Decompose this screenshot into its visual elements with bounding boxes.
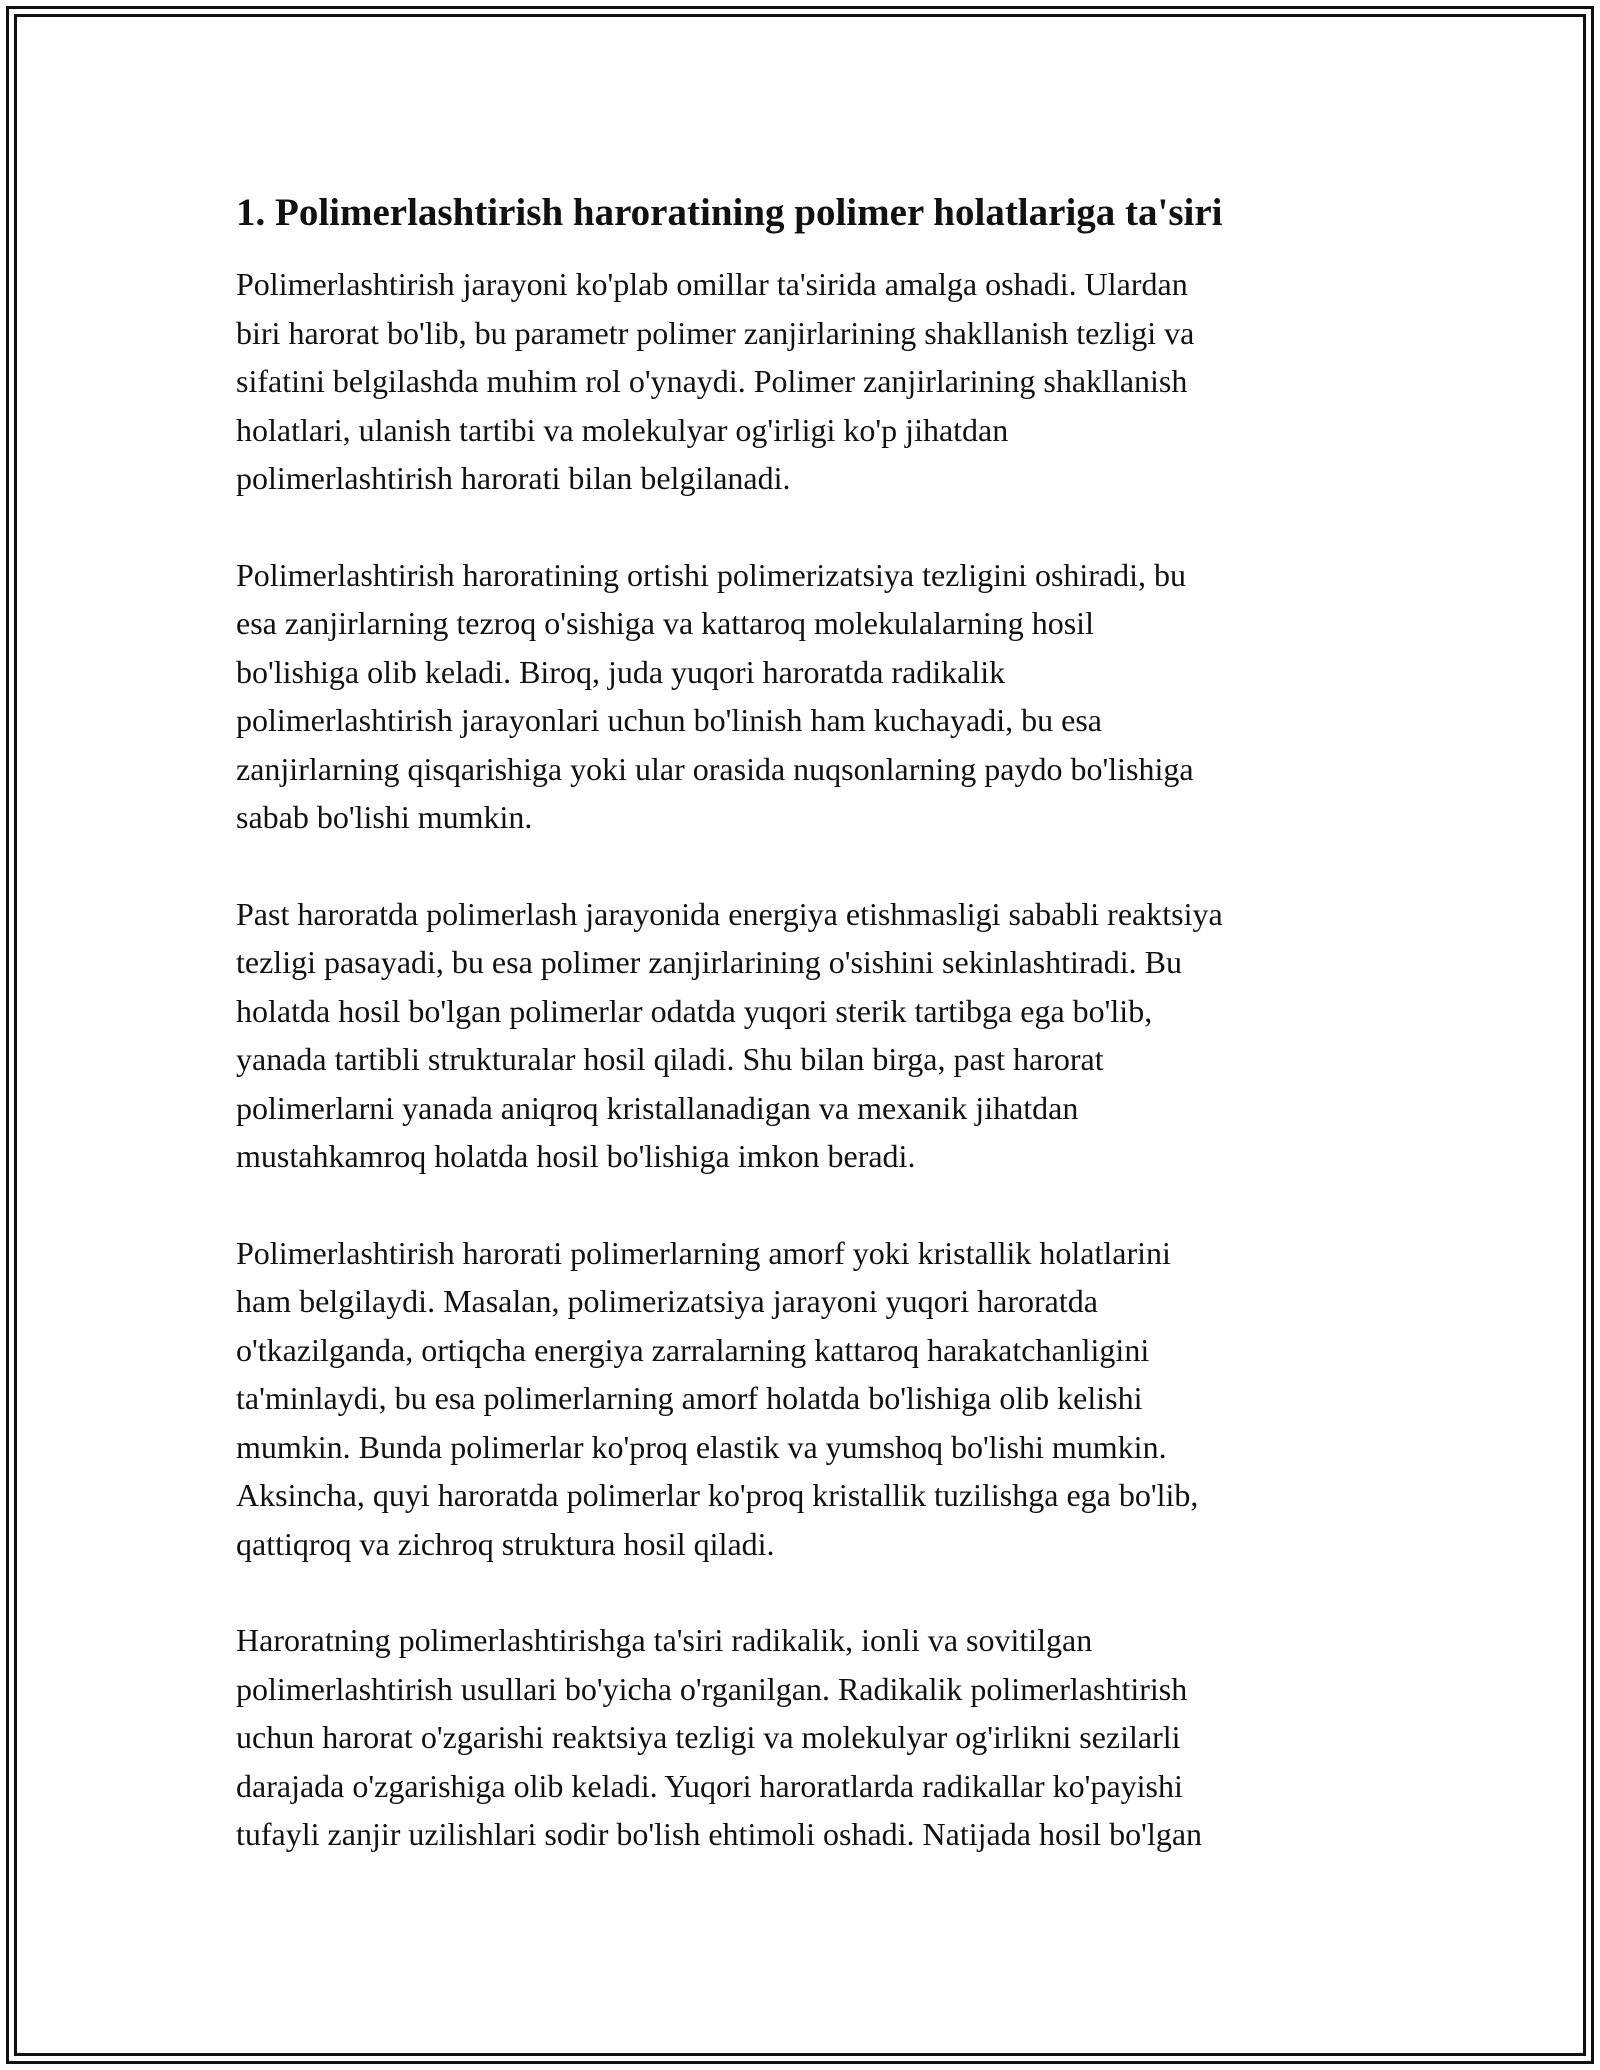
text-line: sabab bo'lishi mumkin. [236,799,533,835]
text-line: yanada tartibli strukturalar hosil qiladi. Shu bilan birga, past harorat [236,1041,1104,1077]
text-line: polimerlashtirish harorati bilan belgilanadi. [236,460,791,496]
paragraph-3 [236,890,1386,1181]
text-line: sifatini belgilashda muhim rol o'ynaydi. Polimer zanjirlarining shakllanish [236,363,1188,399]
text-line: Haroratning polimerlashtirishga ta'siri radikalik, ionli va sovitilgan [236,1622,1093,1658]
text-line: tezligi pasayadi, bu esa polimer zanjirlarining o'sishini sekinlashtiradi. Bu [236,944,1182,980]
paragraph-5 [236,1616,1386,1859]
text-line: tufayli zanjir uzilishlari sodir bo'lish ehtimoli oshadi. Natijada hosil bo'lgan [236,1816,1203,1852]
text-line: o'tkazilganda, ortiqcha energiya zarralarning kattaroq harakatchanligini [236,1331,1150,1368]
paragraph-1 [236,260,1386,503]
text-line: holatda hosil bo'lgan polimerlar odatda yuqori sterik tartibga ega bo'lib, [236,992,1153,1029]
text-line: Polimerlashtirish haroratining ortishi polimerizatsiya tezligini oshiradi, bu [236,556,1187,593]
document-body [236,186,1386,1907]
text-line: polimerlashtirish jarayonlari uchun bo'linish ham kuchayadi, bu esa [236,702,1102,738]
paragraph-2 [236,551,1386,842]
text-line: uchun harorat o'zgarishi reaktsiya tezligi va molekulyar og'irlikni sezilarli [236,1719,1181,1755]
text-line: esa zanjirlarning tezroq o'sishiga va kattaroq molekulalarning hosil [236,605,1094,641]
text-line: mumkin. Bunda polimerlar ko'proq elastik va yumshoq bo'lishi mumkin. [236,1428,1167,1465]
text-line: mustahkamroq holatda hosil bo'lishiga imkon beradi. [236,1138,916,1174]
text-line: ham belgilaydi. Masalan, polimerizatsiya jarayoni yuqori haroratda [236,1283,1098,1319]
text-line: bo'lishiga olib keladi. Biroq, juda yuqori haroratda radikalik [236,653,1006,690]
text-line: biri harorat bo'lib, bu parametr polimer zanjirlarining shakllanish tezligi va [236,314,1195,351]
text-line: polimerlashtirish usullari bo'yicha o'rganilgan. Radikalik polimerlashtirish [236,1670,1188,1707]
text-line: ta'minlaydi, bu esa polimerlarning amorf holatda bo'lishiga olib kelishi [236,1380,1143,1416]
text-line: Polimerlashtirish harorati polimerlarning amorf yoki kristallik holatlarini [236,1234,1171,1271]
text-line: holatlari, ulanish tartibi va molekulyar og'irligi ko'p jihatdan [236,411,1009,448]
text-line: polimerlarni yanada aniqroq kristallanadigan va mexanik jihatdan [236,1089,1079,1126]
text-line: darajada o'zgarishiga olib keladi. Yuqori haroratlarda radikallar ko'payishi [236,1767,1183,1804]
text-line: qattiqroq va zichroq struktura hosil qiladi. [236,1525,775,1562]
text-line: Aksincha, quyi haroratda polimerlar ko'proq kristallik tuzilishga ega bo'lib, [236,1477,1199,1513]
text-line: Polimerlashtirish jarayoni ko'plab omillar ta'sirida amalga oshadi. Ulardan [236,266,1188,302]
paragraph-4 [236,1229,1386,1569]
text-line: zanjirlarning qisqarishiga yoki ular orasida nuqsonlarning paydo bo'lishiga [236,750,1194,787]
text-line: Past haroratda polimerlash jarayonida energiya etishmasligi sababli reaktsiya [236,895,1223,932]
section-heading: 1. Polimerlashtirish haroratining polimer holatlariga ta'siri [236,191,1223,234]
